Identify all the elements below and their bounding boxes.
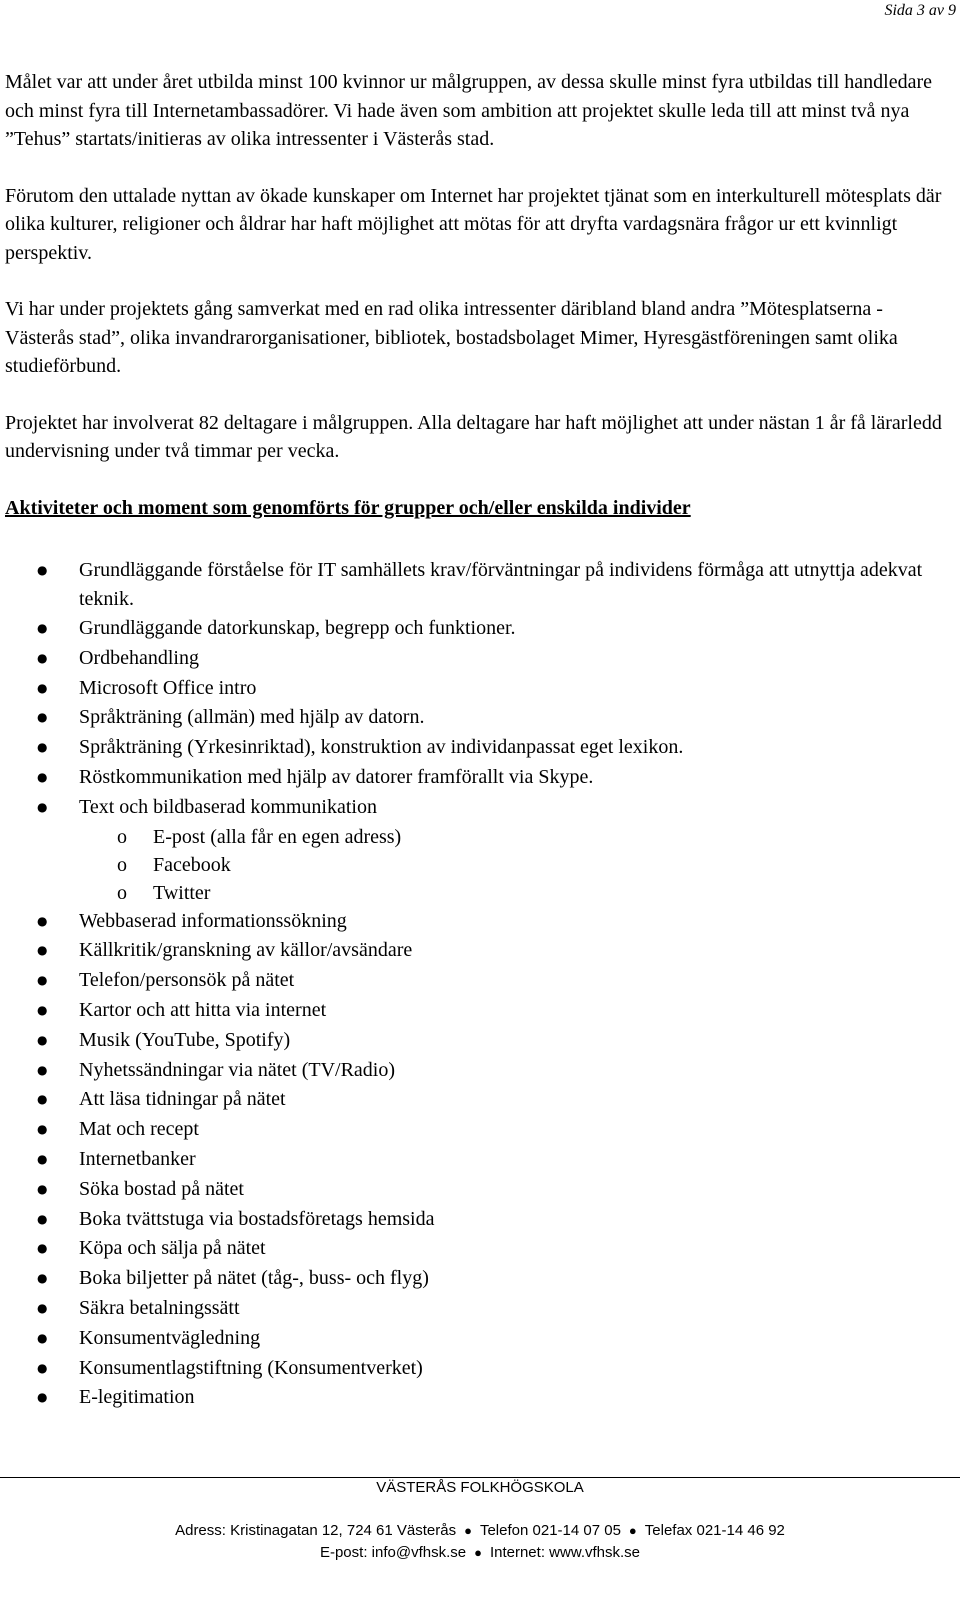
list-item: ● Musik (YouTube, Spotify) (5, 1026, 955, 1056)
footer-website: Internet: www.vfhsk.se (489, 1544, 641, 1561)
paragraph-benefits: Förutom den uttalade nyttan av ökade kunskaper om Internet har projektet tjänat som en interkulturell mötesplats där olika kulturer, religioner och åldrar har haft möjlighet att mötas för att dryfta vardagsnära frågor ur ett kvinnligt perspektiv. (5, 184, 942, 264)
list-item: ● Att läsa tidningar på nätet (5, 1085, 955, 1115)
list-item: ● Mat och recept (5, 1115, 955, 1145)
list-item: ● Röstkommunikation med hjälp av datorer framförallt via Skype. (5, 763, 955, 793)
separator-dot: ● (474, 1545, 482, 1560)
footer-divider (0, 1477, 960, 1478)
list-item-with-sublist (5, 793, 955, 907)
paragraph-partners: Vi har under projektets gång samverkat med en rad olika intressenter däribland bland andra ”Mötesplatserna - Västerås stad”, olika invandrarorganisationer, bibliotek, bostadsbolaget Mimer, Hyresgästföreningen samt olika studieförbund. (5, 298, 898, 377)
list-item: ● Kartor och att hitta via internet (5, 996, 955, 1026)
list-item: ● Boka biljetter på nätet (tåg-, buss- och flyg) (5, 1264, 955, 1294)
sub-list-item-label: E-post (alla får en egen adress) (153, 825, 402, 848)
list-item: ● E-legitimation (5, 1383, 955, 1413)
separator-dot: ● (628, 1523, 637, 1538)
sub-list-item (79, 823, 955, 851)
list-item: ● Nyhetssändningar via nätet (TV/Radio) (5, 1056, 955, 1086)
sub-bullet-marker: o (117, 825, 127, 848)
footer-email: E-post: info@vfhsk.se (319, 1544, 467, 1561)
paragraph-participants: Projektet har involverat 82 deltagare i målgruppen. Alla deltagare har haft möjlighet att under nästan 1 år få lärarledd undervisning under två timmar per vecka. (5, 411, 942, 462)
list-item: ● Boka tvättstuga via bostadsföretags hemsida (5, 1205, 955, 1235)
footer-web-line (0, 1544, 960, 1561)
list-item: ● Grundläggande datorkunskap, begrepp och funktioner. (5, 614, 955, 644)
sub-list (79, 823, 955, 907)
list-item: ● Söka bostad på nätet (5, 1175, 955, 1205)
sub-list-item-label: Twitter (153, 881, 211, 904)
sub-list-item-label: Facebook (153, 853, 231, 876)
list-item: ● Källkritik/granskning av källor/avsändare (5, 936, 955, 966)
document-body (5, 68, 955, 1413)
list-item: ● Internetbanker (5, 1145, 955, 1175)
list-item: ● Språkträning (allmän) med hjälp av datorn. (5, 703, 955, 733)
sub-list-item (79, 851, 955, 879)
list-item: ● Microsoft Office intro (5, 674, 955, 704)
sub-bullet-marker: o (117, 853, 127, 876)
page-number: Sida 3 av 9 (884, 2, 956, 19)
activity-list (5, 556, 955, 1413)
list-item: ● Konsumentlagstiftning (Konsumentverket) (5, 1354, 955, 1384)
footer-phone: Telefon 021-14 07 05 (479, 1522, 621, 1539)
sub-list-item (79, 879, 955, 907)
footer-address: Adress: Kristinagatan 12, 724 61 Västerås (175, 1522, 457, 1539)
footer-contact-line (0, 1522, 960, 1539)
list-item-label: Text och bildbaserad kommunikation (79, 795, 377, 818)
paragraph-goals: Målet var att under året utbilda minst 100 kvinnor ur målgruppen, av dessa skulle minst fyra utbildas till handledare och minst fyra till Internetambassadörer. Vi hade även som ambition att projektet skulle leda till att minst två nya ”Tehus” startats/initieras av olika intressenter i Västerås stad. (5, 71, 932, 150)
section-heading: Aktiviteter och moment som genomförts för grupper och/eller enskilda individer (5, 496, 691, 519)
list-item: ● Webbaserad informationssökning (5, 907, 955, 937)
sub-bullet-marker: o (117, 881, 127, 904)
list-item: ● Telefon/personsök på nätet (5, 966, 955, 996)
list-item: ● Ordbehandling (5, 644, 955, 674)
list-item: ● Konsumentvägledning (5, 1324, 955, 1354)
list-item: ● Köpa och sälja på nätet (5, 1234, 955, 1264)
footer-fax: Telefax 021-14 46 92 (644, 1522, 785, 1539)
list-item: ● Grundläggande förståelse för IT samhällets krav/förväntningar på individens förmåga att utnyttja adekvat teknik. (5, 556, 955, 614)
list-item: ● Språkträning (Yrkesinriktad), konstruktion av individanpassat eget lexikon. (5, 733, 955, 763)
list-item: ● Säkra betalningssätt (5, 1294, 955, 1324)
footer-school-name: VÄSTERÅS FOLKHÖGSKOLA (376, 1479, 584, 1496)
separator-dot: ● (464, 1523, 472, 1538)
